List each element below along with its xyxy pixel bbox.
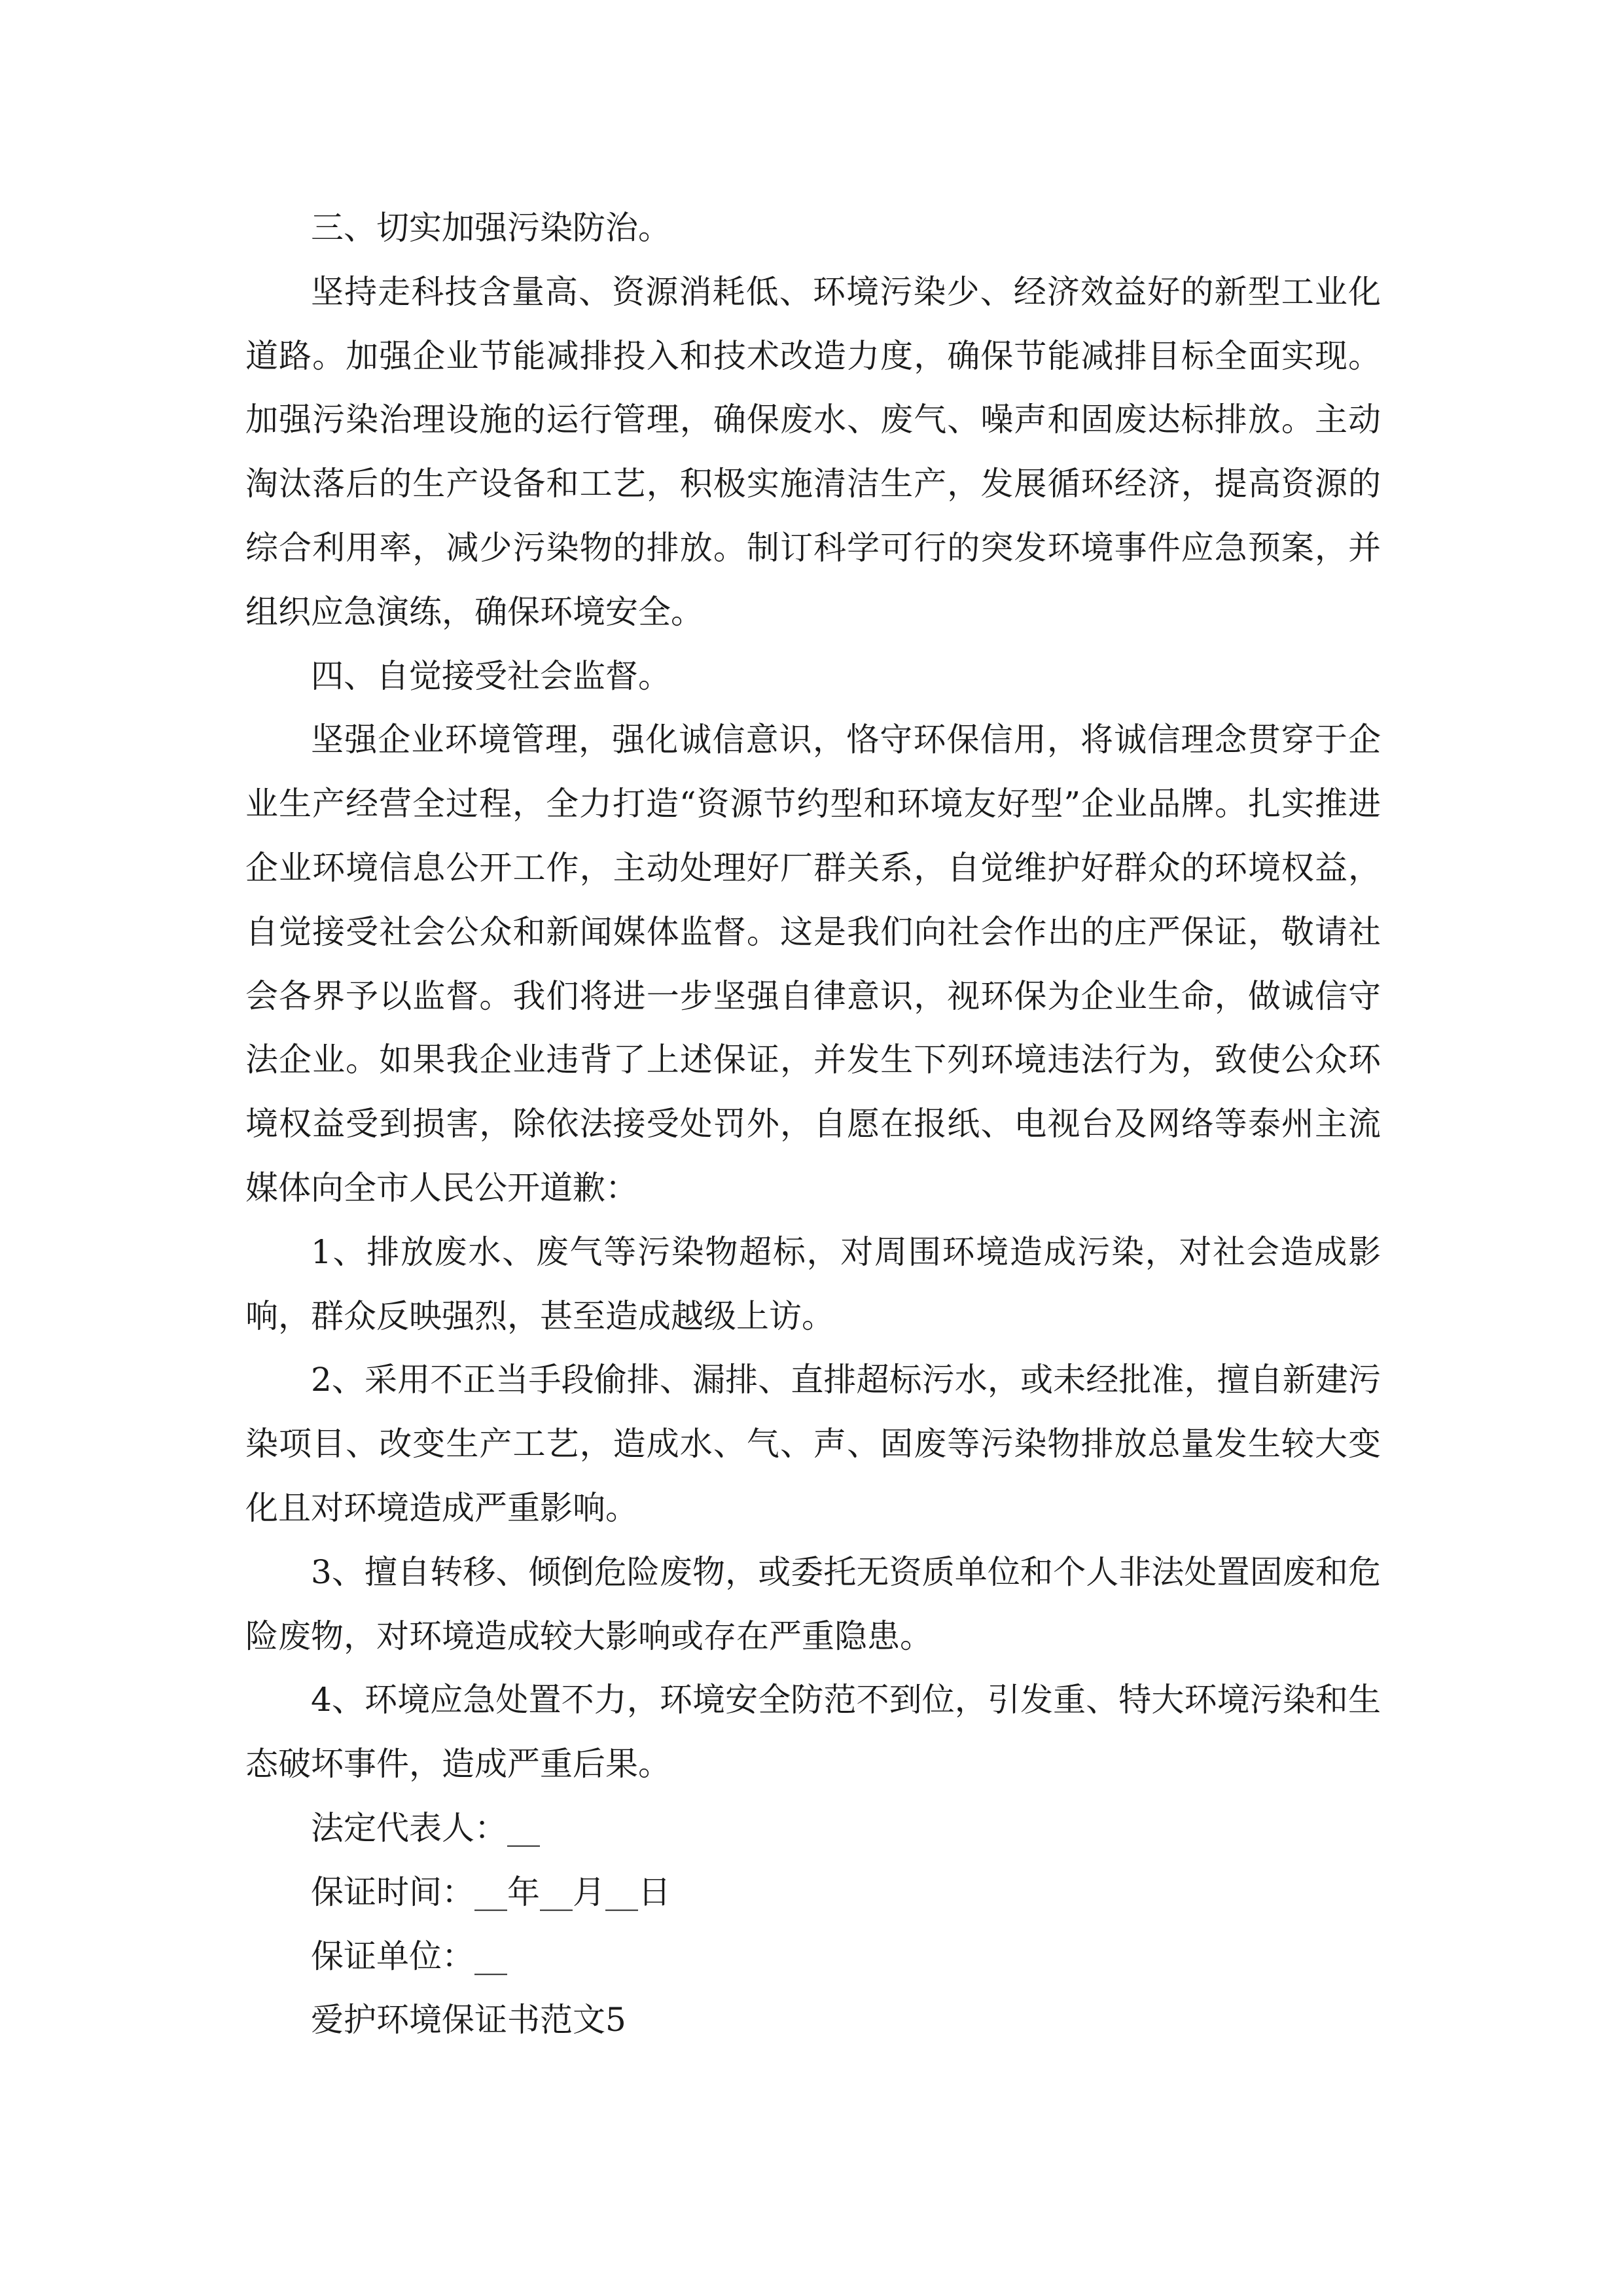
next-sample-title: 爱护环境保证书范文5 [311,2001,626,2039]
guarantee-date-line: 保证时间：__年__月__日 [311,1873,671,1911]
section-heading-pollution-control: 三、切实加强污染防治。 [311,209,671,247]
paragraph-supervision-commitment: 坚强企业环境管理，强化诚信意识，恪守环保信用，将诚信理念贯穿于企业生产经营全过程，全力打造“资源节约型和环境友好型”企业品牌。扎实推进企业环境信息公开工作，主动处理好厂群关系，自觉维护好群众的环境权益，自觉接受社会公众和新闻媒体监督。这是我们向社会作出的庄严保证，敬请社会各界予以监督。我们将进一步坚强自律意识，视环保为企业生命，做诚信守法企业。如果我企业违背了上述保证，并发生下列环境违法行为，致使公众环境权益受到损害，除依法接受处罚外，自愿在报纸、电视台及网络等泰州主流媒体向全市人民公开道歉： [245,721,1381,1207]
list-item-violation-1: 1、排放废水、废气等污染物超标，对周围环境造成污染，对社会造成影响，群众反映强烈，甚至造成越级上访。 [245,1232,1381,1335]
paragraph-pollution-measures: 坚持走科技含量高、资源消耗低、环境污染少、经济效益好的新型工业化道路。加强企业节能减排投入和技术改造力度，确保节能减排目标全面实现。加强污染治理设施的运行管理，确保废水、废气、噪声和固废达标排放。主动淘汰落后的生产设备和工艺，积极实施清洁生产，发展循环经济，提高资源的综合利用率，减少污染物的排放。制订科学可行的突发环境事件应急预案，并组织应急演练，确保环境安全。 [245,272,1381,631]
section-heading-social-supervision: 四、自觉接受社会监督。 [311,656,671,695]
list-item-violation-2: 2、采用不正当手段偷排、漏排、直排超标污水，或未经批准，擅自新建污染项目、改变生产工艺，造成水、气、声、固废等污染物排放总量发生较大变化且对环境造成严重影响。 [245,1361,1381,1527]
legal-representative-line: 法定代表人：__ [311,1808,540,1847]
document-body [245,196,1381,2053]
list-item-violation-3: 3、擅自转移、倾倒危险废物，或委托无资质单位和个人非法处置固废和危险废物，对环境造成较大影响或存在严重隐患。 [245,1552,1381,1655]
guarantee-unit-line: 保证单位：__ [311,1937,507,1975]
list-item-violation-4: 4、环境应急处置不力，环境安全防范不到位，引发重、特大环境污染和生态破坏事件，造成严重后果。 [245,1681,1381,1784]
